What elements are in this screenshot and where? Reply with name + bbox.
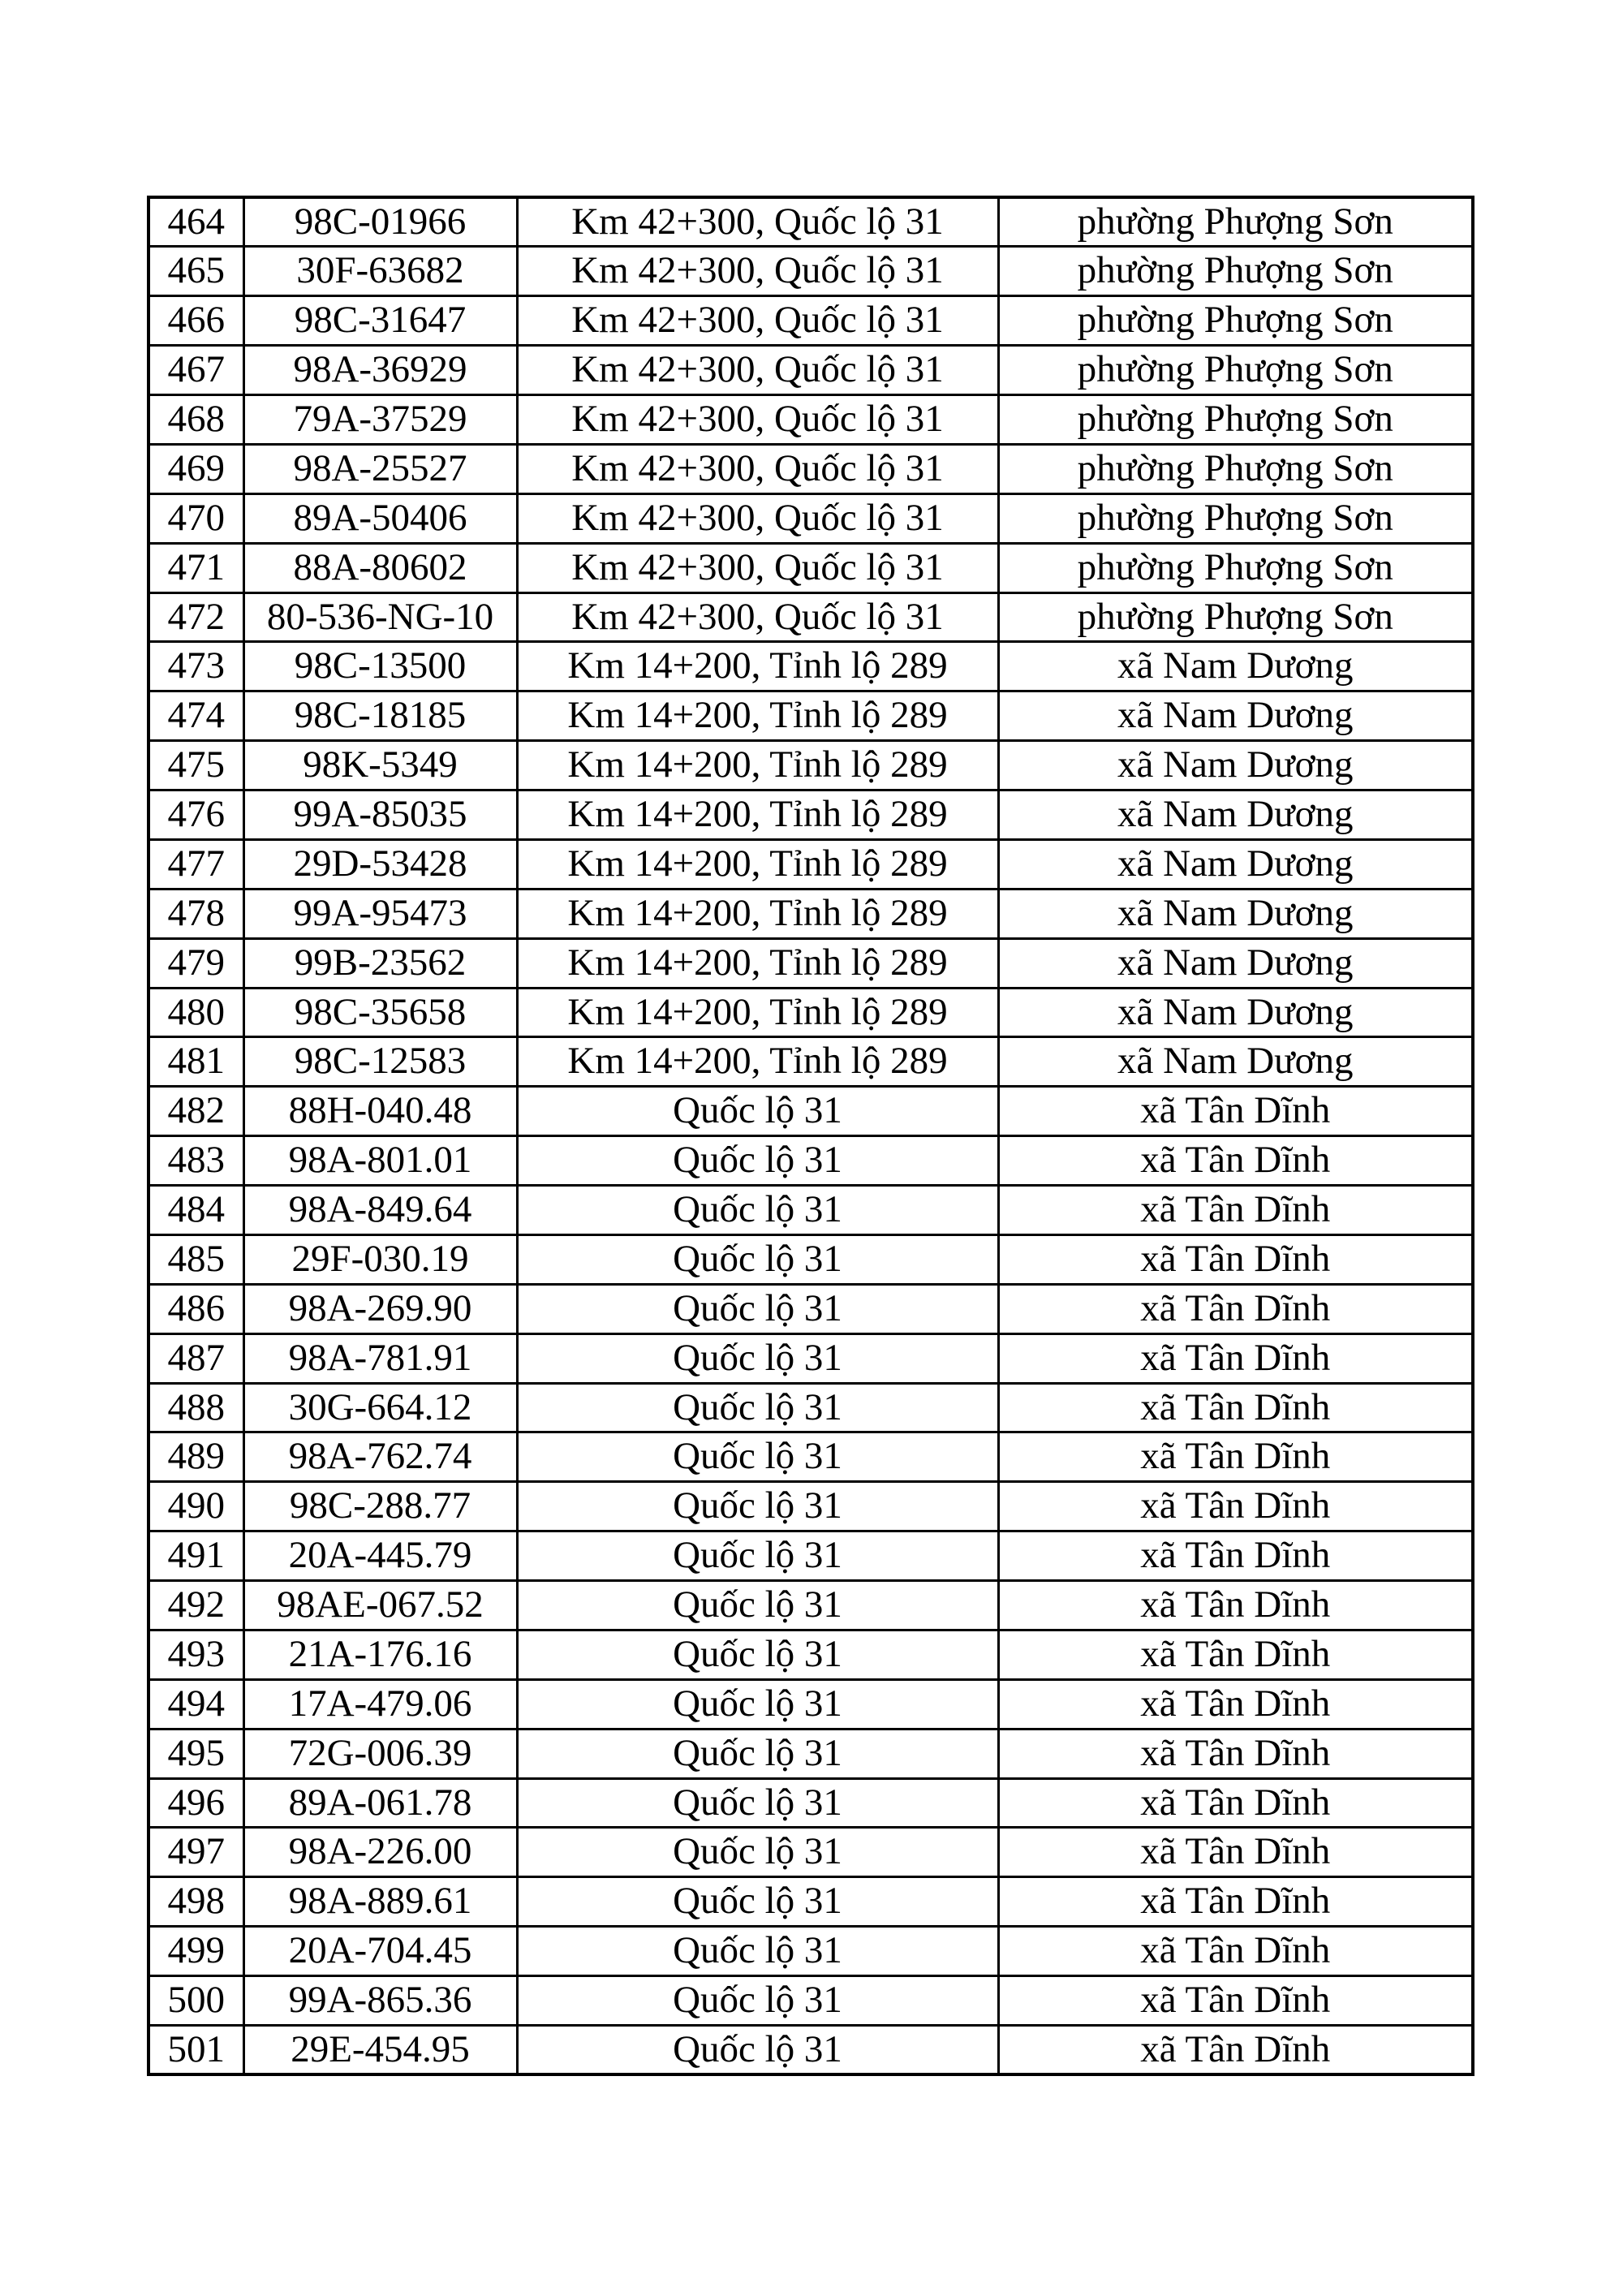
row-number-cell: 476 [149, 790, 243, 840]
license-plate-cell: 88H-040.48 [243, 1087, 517, 1136]
location-cell: Quốc lộ 31 [517, 1087, 998, 1136]
ward-cell: xã Nam Dương [998, 691, 1473, 741]
table-row [149, 1581, 1473, 1630]
row-number-cell: 495 [149, 1729, 243, 1778]
ward-cell: xã Tân Dĩnh [998, 1729, 1473, 1778]
row-number-cell: 475 [149, 741, 243, 790]
license-plate-cell: 30G-664.12 [243, 1383, 517, 1432]
location-cell: Km 42+300, Quốc lộ 31 [517, 592, 998, 642]
location-cell: Quốc lộ 31 [517, 1581, 998, 1630]
license-plate-cell: 98C-13500 [243, 642, 517, 691]
license-plate-cell: 98A-781.91 [243, 1333, 517, 1383]
license-plate-cell: 98A-226.00 [243, 1828, 517, 1877]
location-cell: Quốc lộ 31 [517, 1927, 998, 1976]
ward-cell: xã Tân Dĩnh [998, 1679, 1473, 1729]
row-number-cell: 488 [149, 1383, 243, 1432]
license-plate-cell: 98A-269.90 [243, 1284, 517, 1333]
row-number-cell: 487 [149, 1333, 243, 1383]
location-cell: Quốc lộ 31 [517, 1729, 998, 1778]
location-cell: Km 14+200, Tỉnh lộ 289 [517, 889, 998, 938]
license-plate-cell: 98A-849.64 [243, 1186, 517, 1235]
location-cell: Quốc lộ 31 [517, 1284, 998, 1333]
license-plate-cell: 21A-176.16 [243, 1630, 517, 1679]
ward-cell: phường Phượng Sơn [998, 247, 1473, 296]
table-row [149, 1729, 1473, 1778]
license-plate-cell: 89A-50406 [243, 493, 517, 543]
ward-cell: xã Tân Dĩnh [998, 1284, 1473, 1333]
location-cell: Quốc lộ 31 [517, 1778, 998, 1828]
row-number-cell: 466 [149, 296, 243, 346]
row-number-cell: 492 [149, 1581, 243, 1630]
table-row [149, 1630, 1473, 1679]
location-cell: Km 14+200, Tỉnh lộ 289 [517, 839, 998, 889]
row-number-cell: 468 [149, 395, 243, 445]
table-row [149, 889, 1473, 938]
table-row [149, 1976, 1473, 2026]
license-plate-cell: 98A-25527 [243, 444, 517, 493]
row-number-cell: 499 [149, 1927, 243, 1976]
ward-cell: xã Tân Dĩnh [998, 1333, 1473, 1383]
table-row [149, 741, 1473, 790]
row-number-cell: 471 [149, 543, 243, 592]
table-row [149, 1877, 1473, 1927]
location-cell: Quốc lộ 31 [517, 1432, 998, 1482]
ward-cell: xã Tân Dĩnh [998, 1877, 1473, 1927]
row-number-cell: 500 [149, 1976, 243, 2026]
row-number-cell: 478 [149, 889, 243, 938]
row-number-cell: 477 [149, 839, 243, 889]
ward-cell: xã Tân Dĩnh [998, 1234, 1473, 1284]
ward-cell: xã Nam Dương [998, 741, 1473, 790]
row-number-cell: 490 [149, 1482, 243, 1531]
row-number-cell: 481 [149, 1037, 243, 1087]
ward-cell: xã Nam Dương [998, 790, 1473, 840]
row-number-cell: 474 [149, 691, 243, 741]
table-row [149, 1037, 1473, 1087]
location-cell: Km 14+200, Tỉnh lộ 289 [517, 988, 998, 1037]
table-row [149, 988, 1473, 1037]
license-plate-cell: 88A-80602 [243, 543, 517, 592]
table-row [149, 592, 1473, 642]
location-cell: Km 14+200, Tỉnh lộ 289 [517, 938, 998, 988]
ward-cell: phường Phượng Sơn [998, 296, 1473, 346]
row-number-cell: 464 [149, 197, 243, 247]
row-number-cell: 493 [149, 1630, 243, 1679]
table-row [149, 2025, 1473, 2074]
row-number-cell: 497 [149, 1828, 243, 1877]
table-row [149, 247, 1473, 296]
location-cell: Quốc lộ 31 [517, 1630, 998, 1679]
ward-cell: xã Tân Dĩnh [998, 1581, 1473, 1630]
table-row [149, 839, 1473, 889]
location-cell: Quốc lộ 31 [517, 1333, 998, 1383]
location-cell: Km 42+300, Quốc lộ 31 [517, 197, 998, 247]
table-row [149, 691, 1473, 741]
location-cell: Km 42+300, Quốc lộ 31 [517, 346, 998, 395]
table-row [149, 296, 1473, 346]
table-row [149, 346, 1473, 395]
ward-cell: xã Tân Dĩnh [998, 1136, 1473, 1186]
location-cell: Km 14+200, Tỉnh lộ 289 [517, 691, 998, 741]
table-row [149, 1531, 1473, 1581]
location-cell: Quốc lộ 31 [517, 1976, 998, 2026]
table-row [149, 395, 1473, 445]
location-cell: Km 14+200, Tỉnh lộ 289 [517, 741, 998, 790]
license-plate-cell: 98C-31647 [243, 296, 517, 346]
row-number-cell: 467 [149, 346, 243, 395]
table-row [149, 938, 1473, 988]
license-plate-cell: 29D-53428 [243, 839, 517, 889]
ward-cell: xã Tân Dĩnh [998, 1976, 1473, 2026]
table-row [149, 1828, 1473, 1877]
location-cell: Quốc lộ 31 [517, 1234, 998, 1284]
license-plate-cell: 98C-288.77 [243, 1482, 517, 1531]
table-row [149, 1284, 1473, 1333]
ward-cell: xã Tân Dĩnh [998, 1531, 1473, 1581]
row-number-cell: 470 [149, 493, 243, 543]
license-plate-cell: 20A-445.79 [243, 1531, 517, 1581]
license-plate-cell: 80-536-NG-10 [243, 592, 517, 642]
vehicle-list-table [147, 196, 1474, 2076]
ward-cell: xã Tân Dĩnh [998, 1778, 1473, 1828]
license-plate-cell: 17A-479.06 [243, 1679, 517, 1729]
location-cell: Km 42+300, Quốc lộ 31 [517, 444, 998, 493]
location-cell: Quốc lộ 31 [517, 1136, 998, 1186]
location-cell: Km 42+300, Quốc lộ 31 [517, 493, 998, 543]
row-number-cell: 489 [149, 1432, 243, 1482]
ward-cell: phường Phượng Sơn [998, 444, 1473, 493]
ward-cell: phường Phượng Sơn [998, 493, 1473, 543]
license-plate-cell: 98A-36929 [243, 346, 517, 395]
license-plate-cell: 99A-85035 [243, 790, 517, 840]
table-row [149, 1333, 1473, 1383]
ward-cell: xã Tân Dĩnh [998, 1432, 1473, 1482]
location-cell: Km 42+300, Quốc lộ 31 [517, 247, 998, 296]
license-plate-cell: 29E-454.95 [243, 2025, 517, 2074]
ward-cell: phường Phượng Sơn [998, 395, 1473, 445]
location-cell: Quốc lộ 31 [517, 1679, 998, 1729]
table-row [149, 642, 1473, 691]
ward-cell: xã Tân Dĩnh [998, 1087, 1473, 1136]
location-cell: Km 14+200, Tỉnh lộ 289 [517, 1037, 998, 1087]
table-row [149, 493, 1473, 543]
location-cell: Quốc lộ 31 [517, 1482, 998, 1531]
ward-cell: xã Tân Dĩnh [998, 2025, 1473, 2074]
license-plate-cell: 98A-801.01 [243, 1136, 517, 1186]
row-number-cell: 473 [149, 642, 243, 691]
row-number-cell: 484 [149, 1186, 243, 1235]
ward-cell: xã Tân Dĩnh [998, 1630, 1473, 1679]
table-row [149, 1679, 1473, 1729]
ward-cell: xã Nam Dương [998, 988, 1473, 1037]
location-cell: Quốc lộ 31 [517, 1531, 998, 1581]
table-row [149, 197, 1473, 247]
table-row [149, 790, 1473, 840]
row-number-cell: 491 [149, 1531, 243, 1581]
ward-cell: xã Tân Dĩnh [998, 1828, 1473, 1877]
ward-cell: phường Phượng Sơn [998, 592, 1473, 642]
license-plate-cell: 99A-95473 [243, 889, 517, 938]
table-row [149, 444, 1473, 493]
row-number-cell: 479 [149, 938, 243, 988]
location-cell: Quốc lộ 31 [517, 1186, 998, 1235]
ward-cell: xã Nam Dương [998, 642, 1473, 691]
row-number-cell: 472 [149, 592, 243, 642]
license-plate-cell: 98C-12583 [243, 1037, 517, 1087]
table-row [149, 1482, 1473, 1531]
location-cell: Quốc lộ 31 [517, 1877, 998, 1927]
location-cell: Quốc lộ 31 [517, 2025, 998, 2074]
license-plate-cell: 98C-01966 [243, 197, 517, 247]
row-number-cell: 465 [149, 247, 243, 296]
license-plate-cell: 89A-061.78 [243, 1778, 517, 1828]
ward-cell: xã Tân Dĩnh [998, 1186, 1473, 1235]
row-number-cell: 480 [149, 988, 243, 1037]
location-cell: Quốc lộ 31 [517, 1383, 998, 1432]
row-number-cell: 483 [149, 1136, 243, 1186]
row-number-cell: 486 [149, 1284, 243, 1333]
table-row [149, 1927, 1473, 1976]
table-body [149, 197, 1473, 2074]
license-plate-cell: 20A-704.45 [243, 1927, 517, 1976]
table-row [149, 1778, 1473, 1828]
ward-cell: xã Tân Dĩnh [998, 1482, 1473, 1531]
table-row [149, 543, 1473, 592]
ward-cell: xã Tân Dĩnh [998, 1383, 1473, 1432]
ward-cell: phường Phượng Sơn [998, 197, 1473, 247]
ward-cell: phường Phượng Sơn [998, 543, 1473, 592]
ward-cell: xã Nam Dương [998, 889, 1473, 938]
license-plate-cell: 98AE-067.52 [243, 1581, 517, 1630]
license-plate-cell: 98C-35658 [243, 988, 517, 1037]
ward-cell: xã Tân Dĩnh [998, 1927, 1473, 1976]
table-row [149, 1432, 1473, 1482]
location-cell: Km 42+300, Quốc lộ 31 [517, 296, 998, 346]
license-plate-cell: 99B-23562 [243, 938, 517, 988]
location-cell: Km 42+300, Quốc lộ 31 [517, 395, 998, 445]
row-number-cell: 501 [149, 2025, 243, 2074]
license-plate-cell: 79A-37529 [243, 395, 517, 445]
license-plate-cell: 98A-762.74 [243, 1432, 517, 1482]
ward-cell: xã Nam Dương [998, 1037, 1473, 1087]
license-plate-cell: 99A-865.36 [243, 1976, 517, 2026]
location-cell: Km 14+200, Tỉnh lộ 289 [517, 642, 998, 691]
location-cell: Km 14+200, Tỉnh lộ 289 [517, 790, 998, 840]
row-number-cell: 469 [149, 444, 243, 493]
license-plate-cell: 30F-63682 [243, 247, 517, 296]
license-plate-cell: 98C-18185 [243, 691, 517, 741]
ward-cell: xã Nam Dương [998, 839, 1473, 889]
table-row [149, 1087, 1473, 1136]
row-number-cell: 494 [149, 1679, 243, 1729]
table-row [149, 1383, 1473, 1432]
table-row [149, 1186, 1473, 1235]
ward-cell: xã Nam Dương [998, 938, 1473, 988]
license-plate-cell: 72G-006.39 [243, 1729, 517, 1778]
row-number-cell: 498 [149, 1877, 243, 1927]
license-plate-cell: 98A-889.61 [243, 1877, 517, 1927]
license-plate-cell: 29F-030.19 [243, 1234, 517, 1284]
ward-cell: phường Phượng Sơn [998, 346, 1473, 395]
location-cell: Quốc lộ 31 [517, 1828, 998, 1877]
table-row [149, 1234, 1473, 1284]
row-number-cell: 485 [149, 1234, 243, 1284]
license-plate-cell: 98K-5349 [243, 741, 517, 790]
row-number-cell: 482 [149, 1087, 243, 1136]
location-cell: Km 42+300, Quốc lộ 31 [517, 543, 998, 592]
table-row [149, 1136, 1473, 1186]
row-number-cell: 496 [149, 1778, 243, 1828]
